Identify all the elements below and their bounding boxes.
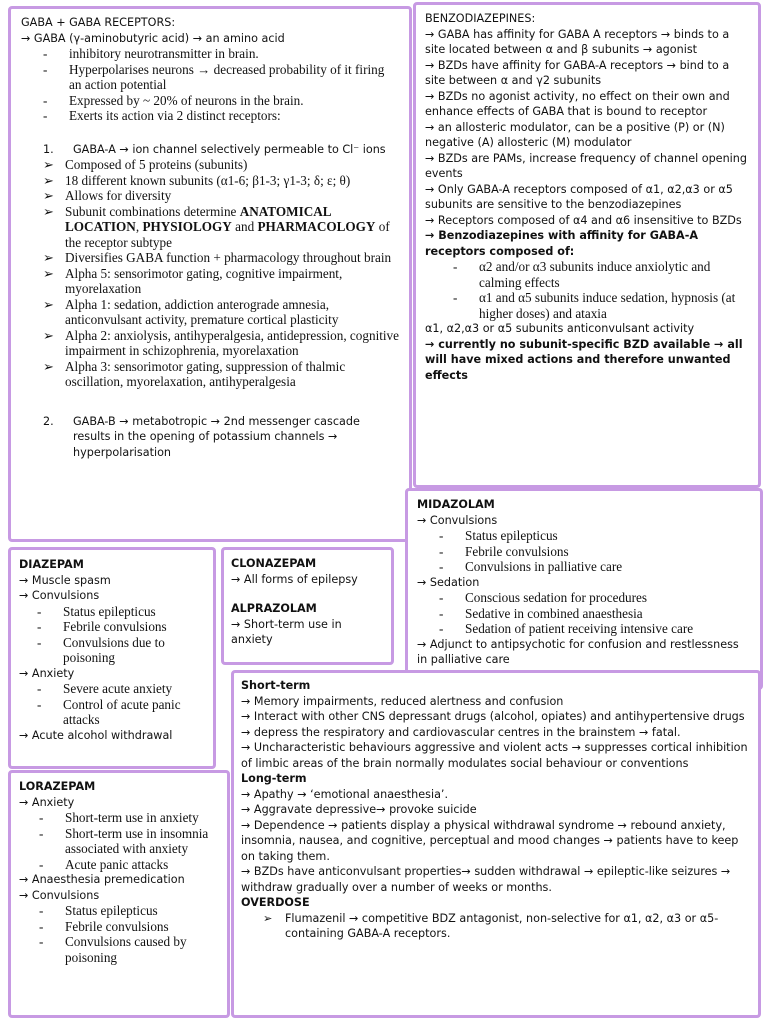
lorazepam-anxiety: → Anxiety xyxy=(19,795,75,809)
lorazepam-premed: → Anaesthesia premedication xyxy=(19,873,185,886)
short-term-line: → Uncharacteristic behaviours aggressive and violent acts → suppresses cortical inhibition of limbic areas of the brain normally modulates social behaviour or conventions xyxy=(241,741,748,770)
short-term-title: Short-term xyxy=(241,679,311,692)
gaba-b-item: 2. GABA-B → metabotropic → 2nd messenger cascade results in the opening of potassium channels → hyperpolarisation xyxy=(43,414,360,459)
gaba-a-bullet: ➢ Alpha 2: anxiolysis, antihyperalgesia, antidepression, cognitive impairment in schizophrenia, myorelaxation xyxy=(43,327,400,358)
lorazepam-conv-point: - Status epilepticus xyxy=(39,903,158,918)
gaba-a-item: 1. GABA-A → ion channel selectively permeable to Cl⁻ ions xyxy=(43,142,386,156)
short-term-line: → Memory impairments, reduced alertness and confusion xyxy=(241,694,564,708)
midazolam-convulsions: → Convulsions xyxy=(417,513,498,527)
alprazolam-title: ALPRAZOLAM xyxy=(231,602,317,615)
lorazepam-anx-point: - Short-term use in anxiety xyxy=(39,810,199,825)
gaba-a-bullet: ➢ Alpha 1: sedation, addiction anterograde amnesia, anticonvulsant activity, premature cortical plasticity xyxy=(43,296,339,327)
midazolam-adjunct: → Adjunct to antipsychotic for confusion and restlessness in palliative care xyxy=(417,637,739,666)
gaba-point: - Hyperpolarises neurons → decreased probability of it firing an action potential xyxy=(43,61,385,92)
bzd-affinity-heading: → Benzodiazepines with affinity for GABA-A receptors composed of: xyxy=(425,229,699,258)
midazolam-conv-point: - Convulsions in palliative care xyxy=(439,559,623,574)
lorazepam-conv-point: - Convulsions caused by poisoning xyxy=(39,934,187,965)
gaba-a-bullet: ➢ Composed of 5 proteins (subunits) xyxy=(43,157,248,172)
bzd-line: → Receptors composed of α4 and α6 insensitive to BZDs xyxy=(425,213,742,227)
alprazolam-line: → Short-term use in anxiety xyxy=(231,617,342,646)
bzd-line: → Only GABA-A receptors composed of α1, α2,α3 or α5 subunits are sensitive to the benzodiazepines xyxy=(425,182,733,211)
long-term-line: → Dependence → patients display a physical withdrawal syndrome → rebound anxiety, insomnia, nausea, and cognitive, perceptual and mood changes → patients have to keep on taking them. xyxy=(241,818,739,863)
gaba-a-bullet: ➢ 18 different known subunits (α1-6; β1-3; γ1-3; δ; ε; θ) xyxy=(43,172,351,188)
diazepam-convulsions: → Convulsions xyxy=(19,589,100,602)
lorazepam-conv-point: - Febrile convulsions xyxy=(39,918,169,934)
bzd-affinity-point: - α2 and/or α3 subunits induce anxiolytic and calming effects xyxy=(453,259,711,290)
lorazepam-anx-point: - Short-term use in insomnia associated with anxiety xyxy=(39,825,209,856)
midazolam-sed-point: - Sedative in combined anaesthesia xyxy=(439,605,643,621)
gaba-receptors-box xyxy=(8,6,412,542)
diazepam-conv-point: - Convulsions due to poisoning xyxy=(37,634,165,665)
bzd-anticonvulsant: α1, α2,α3 or α5 subunits anticonvulsant activity xyxy=(425,322,695,335)
diazepam-conv-point: - Status epilepticus xyxy=(37,603,156,619)
bzd-line: → BZDs have affinity for GABA-A receptors → bind to a site between α and γ2 subunits xyxy=(425,58,730,87)
lorazepam-anx-point: - Acute panic attacks xyxy=(39,856,169,872)
gaba-a-bullet: ➢ Allows for diversity xyxy=(43,188,172,203)
bzd-title: BENZODIAZEPINES: xyxy=(425,12,536,25)
benzodiazepines-box xyxy=(413,2,761,488)
midazolam-box xyxy=(405,488,763,690)
gaba-a-bullet: ➢ Alpha 3: sensorimotor gating, suppression of thalmic oscillation, myorelaxation, antihyperalgesia xyxy=(43,358,346,389)
long-term-line: → BZDs have anticonvulsant properties→ sudden withdrawal → epileptic-like seizures → withdraw gradually over a number of weeks or months. xyxy=(241,865,731,894)
midazolam-sedation: → Sedation xyxy=(417,575,480,589)
midazolam-sed-point: - Conscious sedation for procedures xyxy=(439,590,648,605)
bzd-conclusion: → currently no subunit-specific BZD available → all will have mixed actions and therefore unwanted effects xyxy=(425,337,743,382)
lorazepam-box xyxy=(8,770,230,1018)
long-term-line: → Apathy → ‘emotional anaesthesia’. xyxy=(241,787,449,801)
diazepam-title: DIAZEPAM xyxy=(19,558,84,571)
clonazepam-line: → All forms of epilepsy xyxy=(231,572,358,586)
bzd-line: → an allosteric modulator, can be a positive (P) or (N) negative (A) allosteric (M) modulator xyxy=(425,120,725,149)
overdose-line: ➢ Flumazenil → competitive BDZ antagonist, non-selective for α1, α2, α3 or α5-containing GABA-A receptors. xyxy=(263,911,719,940)
gaba-title: GABA + GABA RECEPTORS: xyxy=(21,16,176,29)
diazepam-anx-point: - Severe acute anxiety xyxy=(37,681,173,696)
diazepam-anx-point: - Control of acute panic attacks xyxy=(37,696,181,727)
diazepam-spasm: → Muscle spasm xyxy=(19,573,111,587)
gaba-intro: → GABA (γ-aminobutyric acid) → an amino acid xyxy=(21,31,285,45)
gaba-point: - Exerts its action via 2 distinct receptors: xyxy=(43,108,281,123)
effects-box xyxy=(231,670,761,1018)
midazolam-conv-point: - Status epilepticus xyxy=(439,528,558,543)
midazolam-title: MIDAZOLAM xyxy=(417,498,495,511)
midazolam-sed-point: - Sedation of patient receiving intensive care xyxy=(439,621,694,636)
diazepam-conv-point: - Febrile convulsions xyxy=(37,619,167,634)
bzd-line: → GABA has affinity for GABA A receptors → binds to a site located between α and β subunits → agonist xyxy=(425,27,730,56)
clonazepam-box xyxy=(221,547,394,665)
bzd-line: → BZDs no agonist activity, no effect on their own and enhance effects of GABA that is bound to receptor xyxy=(425,89,730,118)
gaba-a-bullet: ➢ Diversifies GABA function + pharmacology throughout brain xyxy=(43,250,392,265)
midazolam-conv-point: - Febrile convulsions xyxy=(439,543,569,559)
long-term-line: → Aggravate depressive→ provoke suicide xyxy=(241,803,477,816)
gaba-point: - Expressed by ~ 20% of neurons in the brain. xyxy=(43,92,304,108)
short-term-line: → Interact with other CNS depressant drugs (alcohol, opiates) and antihypertensive drugs → depress the respiratory and cardiovascular centres in the brainstem → fatal. xyxy=(241,710,745,739)
long-term-title: Long-term xyxy=(241,772,307,785)
lorazepam-title: LORAZEPAM xyxy=(19,780,96,793)
clonazepam-title: CLONAZEPAM xyxy=(231,557,317,570)
gaba-a-bullet-subunit: ➢ Subunit combinations determine ANATOMICAL LOCATION, PHYSIOLOGY and PHARMACOLOGY of the receptor subtype xyxy=(43,203,390,250)
diazepam-alcohol: → Acute alcohol withdrawal xyxy=(19,728,173,742)
bzd-affinity-point: - α1 and α5 subunits induce sedation, hypnosis (at higher doses) and ataxia xyxy=(453,290,736,321)
gaba-point: - inhibitory neurotransmitter in brain. xyxy=(43,46,259,61)
bzd-line: → BZDs are PAMs, increase frequency of channel opening events xyxy=(425,151,747,180)
gaba-a-bullet: ➢ Alpha 5: sensorimotor gating, cognitive impairment, myorelaxation xyxy=(43,265,343,296)
diazepam-anxiety: → Anxiety xyxy=(19,666,75,680)
overdose-title: OVERDOSE xyxy=(241,896,310,909)
diazepam-box xyxy=(8,547,216,769)
lorazepam-convulsions: → Convulsions xyxy=(19,888,100,902)
